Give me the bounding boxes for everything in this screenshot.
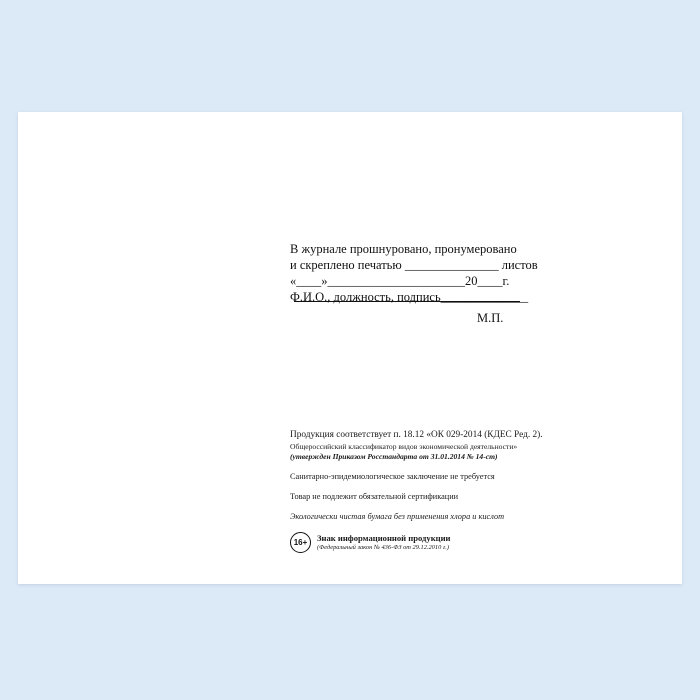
eco-line: Экологически чистая бумага без применения хлора и кислот — [290, 511, 505, 521]
certification-line-1: В журнале прошнуровано, пронумеровано — [290, 242, 517, 256]
stamp-label: М.П. — [477, 311, 504, 325]
spacer-2 — [290, 482, 660, 491]
signature-rule — [294, 301, 520, 302]
certification-line-2: и скреплено печатью _______________ листов — [290, 258, 538, 272]
classifier-line: Общероссийский классификатор видов экономической деятельности» — [290, 441, 518, 451]
age-rating-badge: 16+ — [290, 532, 311, 553]
info-product-title: Знак информационной продукции — [317, 532, 451, 543]
spacer-1 — [290, 462, 660, 471]
footer-block — [290, 430, 660, 553]
certification-line-4: Ф.И.О., должность, подпись______________ — [290, 290, 529, 304]
document-page — [18, 112, 682, 584]
spacer-3 — [290, 502, 660, 511]
certification-block — [290, 241, 650, 305]
compliance-line: Продукция соответствует п. 18.12 «ОК 029-2014 (КДЕС Ред. 2). — [290, 430, 543, 440]
sanitary-line: Санитарно-эпидемиологическое заключение не требуется — [290, 471, 495, 481]
info-product-text — [317, 533, 451, 552]
info-product-mark — [290, 532, 660, 553]
certification-line-3: «____»______________________20____г. — [290, 274, 510, 288]
info-product-law: (Федеральный закон № 436-ФЗ от 29.12.2010 г.) — [317, 543, 450, 551]
approval-line: (утвержден Приказом Росстандарта от 31.01.2014 № 14-ст) — [290, 451, 498, 461]
certification-line: Товар не подлежит обязательной сертификации — [290, 491, 459, 501]
